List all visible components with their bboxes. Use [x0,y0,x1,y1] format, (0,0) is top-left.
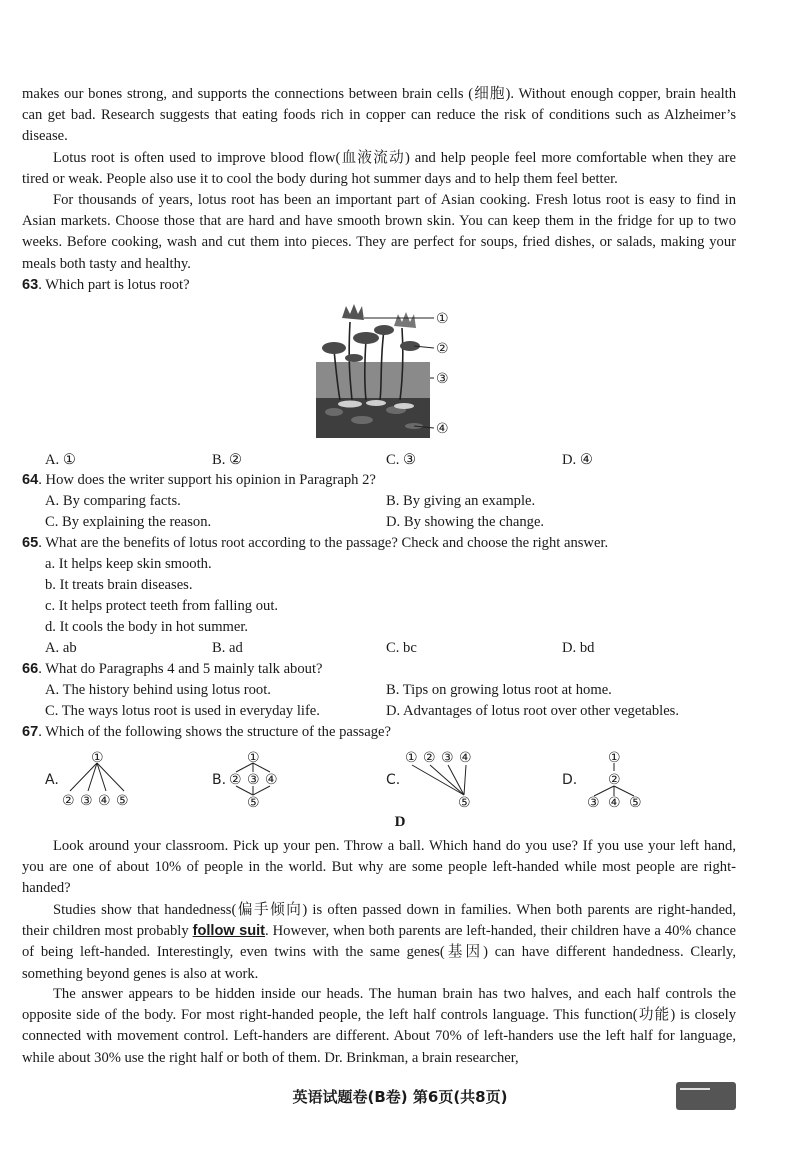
option-c[interactable]: C. bc [386,640,417,656]
lotus-plant-diagram [310,300,470,442]
passage-d-paragraph-2-end: . However, when both parents are left-handed, their children have a 40% chance of being left-handed. Interestingly, even twins with the same genes(基因) can have different handedness. Clearly, something beyond genes is also at work. [22,923,736,982]
question-65-item-c: c. It helps protect teeth from falling out. [45,598,279,614]
structure-options-diagram [0,744,800,810]
option-b[interactable]: B. Tips on growing lotus root at home. [386,682,612,698]
publisher-stamp-logo [676,1082,736,1110]
node: ④ [265,772,278,788]
question-64-text: . How does the writer support his opinion in Paragraph 2? [38,472,376,488]
node: ① [247,750,260,766]
passage-c-paragraph-2: Lotus root is often used to improve blood flow(血液流动) and help people feel more comfortable when they are tired or weak. People also use it to cool the body during hot summer days and to help them feel better. [22,150,736,188]
option-c[interactable]: C. By explaining the reason. [45,514,212,530]
option-d[interactable]: D. bd [562,640,595,656]
option-a-lines [70,763,124,791]
question-66-stem [22,659,736,680]
option-d[interactable]: D. Advantages of lotus root over other vegetables. [386,703,680,719]
node: ③ [587,795,600,810]
lotus-leaves [322,325,420,362]
page-footer: 英语试题卷(B卷) 第6页(共8页) [292,1088,508,1106]
option-a[interactable]: A. By comparing facts. [45,493,181,509]
node: ② [229,772,242,788]
node: ⑤ [629,795,642,810]
lotus-flowers [342,304,416,328]
node: ① [608,750,621,766]
option-b[interactable]: B. ② [212,452,243,468]
water-layer [316,362,430,398]
option-c[interactable]: C. ③ [386,452,417,468]
node: ③ [247,772,260,788]
node: ④ [459,750,472,766]
label-1: ① [436,311,449,327]
question-66-text: . What do Paragraphs 4 and 5 mainly talk about? [38,661,323,677]
option-c[interactable]: C. The ways lotus root is used in everyday life. [45,703,320,719]
node: ⑤ [116,793,129,809]
label-4: ④ [436,421,449,437]
passage-c-paragraph-1-tail: makes our bones strong, and supports the connections between brain cells (细胞). Without enough copper, brain health can get bad. Research suggests that eating foods rich in copper can reduce the risk of conditions such as Alzheimer’s disease. [22,86,736,145]
question-67-stem [22,722,736,743]
question-65-item-a: a. It helps keep skin smooth. [45,556,212,572]
follow-suit-phrase: follow suit [192,923,266,940]
option-c-letter[interactable]: C. [386,772,401,788]
question-65-number: 65 [22,535,39,551]
question-63-options [0,450,800,471]
option-d[interactable]: D. ④ [562,452,593,468]
option-a-letter[interactable]: A. [45,772,59,788]
option-b[interactable]: B. By giving an example. [386,493,536,509]
node: ② [62,793,75,809]
option-a[interactable]: A. The history behind using lotus root. [45,682,271,698]
node: ④ [98,793,111,809]
node: ② [423,750,436,766]
node: ③ [80,793,93,809]
question-66-number: 66 [22,661,39,677]
question-67-text: . Which of the following shows the structure of the passage? [38,724,391,740]
option-b[interactable]: B. ad [212,640,243,656]
option-d[interactable]: D. By showing the change. [386,514,545,530]
option-b-letter[interactable]: B. [212,772,227,788]
question-64-stem [22,470,736,491]
node: ⑤ [458,795,471,810]
option-a[interactable]: A. ab [45,640,77,656]
node: ③ [441,750,454,766]
question-63-stem [22,275,736,296]
question-65-text: . What are the benefits of lotus root according to the passage? Check and choose the right answer. [38,535,609,551]
question-63-text: . Which part is lotus root? [38,277,190,293]
question-65-options [0,638,800,659]
option-c-lines [412,765,466,795]
passage-d-paragraph-2 [22,900,736,985]
question-64-number: 64 [22,472,39,488]
question-64-options-row-2 [0,512,800,533]
question-65-item-b: b. It treats brain diseases. [45,577,193,593]
passage-d-paragraph-3: The answer appears to be hidden inside our heads. The human brain has two halves, and each half controls the opposite side of the body. For most right-handed people, the left half controls language. This function(功能) is closely connected with movement control. Left-handers are different. About 70% of left-handers use the left half for language, while about 30% use the right half or both of them. Dr. Brinkman, a brain researcher, [22,986,736,1066]
option-a[interactable]: A. ① [45,452,76,468]
question-64-options-row-1 [0,491,800,512]
node: ④ [608,795,621,810]
question-65-item-d: d. It cools the body in hot summer. [45,619,249,635]
passage-c-paragraph-3: For thousands of years, lotus root has been an important part of Asian cooking. Fresh lotus root is easy to find in Asian markets. Choose those that are hard and have smooth brown skin. You can keep them in the fridge for up to two weeks. Before cooking, wash and cut them into pieces. They are perfect for soups, fried dishes, or salads, making your meals both tasty and healthy. [22,192,736,272]
section-d-heading: D [394,814,406,830]
passage-d-paragraph-1: Look around your classroom. Pick up your pen. Throw a ball. Which hand do you use? If you use your left hand, you are one of about 10% of people in the world. But why are some people left-handed while most people are right-handed? [22,838,736,897]
question-67-number: 67 [22,724,39,740]
node: ① [405,750,418,766]
label-2: ② [436,341,449,357]
node: ① [91,750,104,766]
question-65-stem [22,533,736,554]
question-66-options-row-2 [0,701,800,722]
question-63-number: 63 [22,277,39,293]
question-66-options-row-1 [0,680,800,701]
label-3: ③ [436,371,449,387]
node: ⑤ [247,795,260,810]
passage-d-paragraph-2-start: Studies show that handedness(偏手倾向) is often passed down in families. When both parents are right-handed, their children most probably [22,902,736,940]
node: ② [608,772,621,788]
option-d-letter[interactable]: D. [562,772,578,788]
